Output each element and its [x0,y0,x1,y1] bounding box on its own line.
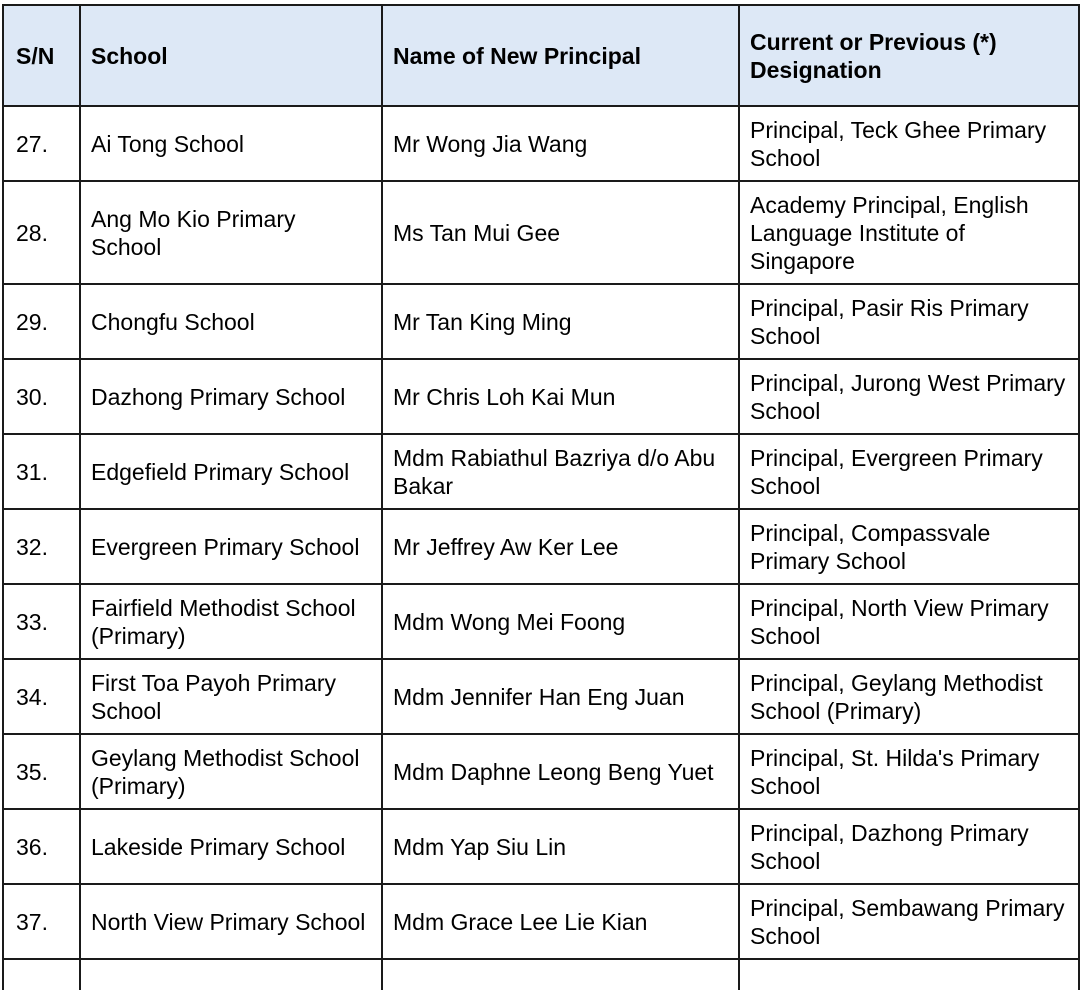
cell-school: Geylang Methodist School (Primary) [80,734,382,809]
cell-designation: Academy Principal, English Language Institute of Singapore [739,181,1079,284]
cell-school: Evergreen Primary School [80,509,382,584]
header-school: School [80,5,382,106]
cell-school: Fairfield Methodist School (Primary) [80,584,382,659]
cell-new-principal: Mdm Jennifer Han Eng Juan [382,659,739,734]
cell-designation: Principal, Sembawang Primary School [739,884,1079,959]
cell-designation: Principal, Evergreen Primary School [739,434,1079,509]
table-row [3,434,1079,509]
table-header-row [3,5,1079,106]
table-row [3,284,1079,359]
cell-designation: Principal, Compassvale Primary School [739,509,1079,584]
cell-new-principal: Ms Tan Mui Gee [382,181,739,284]
table-row-partial [3,959,1079,990]
cell-new-principal: Mdm Wong Mei Foong [382,584,739,659]
cell-school: North View Primary School [80,884,382,959]
cell-empty [3,959,80,990]
cell-designation: Principal, Geylang Methodist School (Primary) [739,659,1079,734]
cell-designation: Principal, St. Hilda's Primary School [739,734,1079,809]
cell-empty [80,959,382,990]
table-row [3,509,1079,584]
table-row [3,809,1079,884]
cell-sn: 37. [3,884,80,959]
cell-sn: 32. [3,509,80,584]
cell-empty [739,959,1079,990]
cell-new-principal: Mdm Yap Siu Lin [382,809,739,884]
table-row [3,181,1079,284]
header-sn: S/N [3,5,80,106]
cell-designation: Principal, Dazhong Primary School [739,809,1079,884]
cell-school: Ang Mo Kio Primary School [80,181,382,284]
principal-appointments-table [2,4,1080,990]
header-designation: Current or Previous (*) Designation [739,5,1079,106]
cell-sn: 30. [3,359,80,434]
cell-sn: 29. [3,284,80,359]
cell-school: Chongfu School [80,284,382,359]
cell-designation: Principal, Jurong West Primary School [739,359,1079,434]
cell-school: First Toa Payoh Primary School [80,659,382,734]
table-row [3,106,1079,181]
cell-new-principal: Mdm Daphne Leong Beng Yuet [382,734,739,809]
cell-new-principal: Mr Tan King Ming [382,284,739,359]
table-row [3,734,1079,809]
cell-new-principal: Mdm Rabiathul Bazriya d/o Abu Bakar [382,434,739,509]
cell-school: Edgefield Primary School [80,434,382,509]
cell-new-principal: Mr Wong Jia Wang [382,106,739,181]
cell-sn: 34. [3,659,80,734]
table-row [3,884,1079,959]
cell-sn: 33. [3,584,80,659]
cell-school: Lakeside Primary School [80,809,382,884]
cell-designation: Principal, Teck Ghee Primary School [739,106,1079,181]
header-new-principal: Name of New Principal [382,5,739,106]
cell-sn: 27. [3,106,80,181]
cell-sn: 36. [3,809,80,884]
table-row [3,659,1079,734]
cell-new-principal: Mdm Grace Lee Lie Kian [382,884,739,959]
cell-new-principal: Mr Jeffrey Aw Ker Lee [382,509,739,584]
cell-empty [382,959,739,990]
cell-sn: 35. [3,734,80,809]
cell-sn: 28. [3,181,80,284]
cell-designation: Principal, Pasir Ris Primary School [739,284,1079,359]
table-row [3,359,1079,434]
cell-designation: Principal, North View Primary School [739,584,1079,659]
table-row [3,584,1079,659]
cell-sn: 31. [3,434,80,509]
cell-school: Ai Tong School [80,106,382,181]
principal-appointments-table-container [2,4,1080,990]
cell-new-principal: Mr Chris Loh Kai Mun [382,359,739,434]
cell-school: Dazhong Primary School [80,359,382,434]
